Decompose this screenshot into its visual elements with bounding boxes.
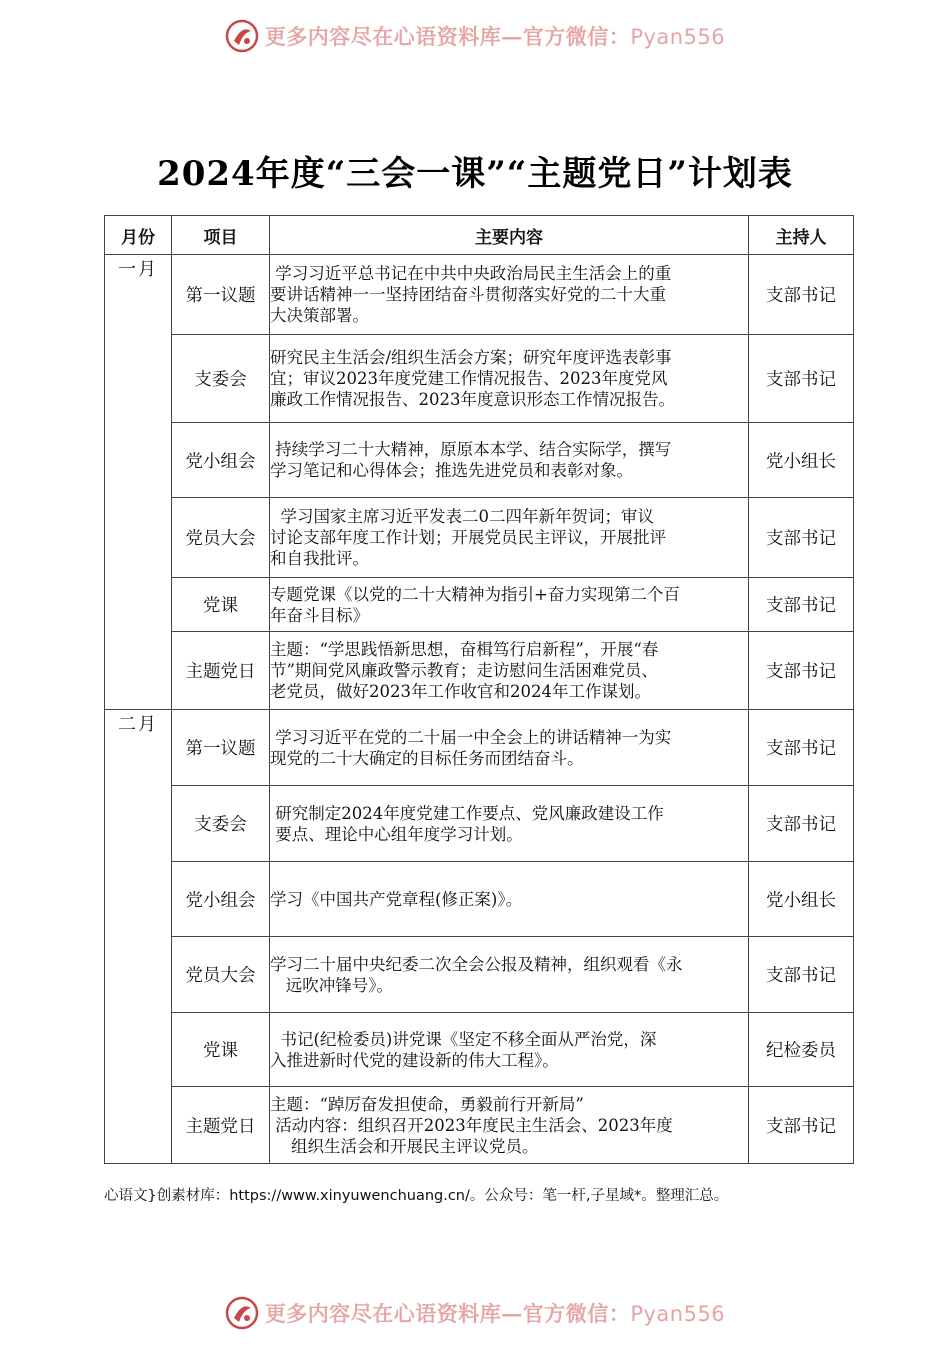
content-line: 节”期间党风廉政警示教育；走访慰问生活困难党员、	[270, 661, 658, 680]
table-row	[105, 335, 854, 423]
content-line: 现党的二十大确定的目标任务而团结奋斗。	[270, 748, 584, 768]
item-cell: 党小组会	[172, 862, 270, 937]
header-host: 主持人	[749, 216, 854, 255]
content-line: 远吹冲锋号》。	[270, 975, 393, 995]
table-row	[105, 710, 854, 786]
content-cell	[270, 710, 749, 786]
content-cell	[270, 578, 749, 632]
content-line: 主题：“学思践悟新思想，奋楫笃行启新程”，开展“春	[270, 640, 659, 659]
content-line: 研究民主生活会/组织生活会方案；研究年度评选表彰事	[270, 348, 672, 367]
content-cell	[270, 255, 749, 335]
content-line: 老党员，做好2023年工作收官和2024年工作谋划。	[270, 682, 651, 701]
header-watermark	[0, 16, 950, 56]
host-cell: 支部书记	[749, 498, 854, 578]
content-line: 学习二十届中央纪委二次全会公报及精神，组织观看《永	[270, 954, 683, 974]
content-line: 要讲话精神一一坚持团结奋斗贯彻落实好党的二十大重	[270, 285, 666, 304]
month-cell: 一月	[105, 255, 172, 710]
content-line: 研究制定2024年度党建工作要点、党风廉政建设工作	[270, 803, 664, 823]
content-line: 宜；审议2023年度党建工作情况报告、2023年度党风	[270, 369, 668, 388]
item-cell: 党课	[172, 1013, 270, 1087]
content-cell	[270, 423, 749, 498]
header-item: 项目	[172, 216, 270, 255]
header-month: 月份	[105, 216, 172, 255]
host-cell: 支部书记	[749, 937, 854, 1013]
item-cell: 第一议题	[172, 255, 270, 335]
table-row	[105, 255, 854, 335]
content-line: 主题：“踔厉奋发担使命，勇毅前行开新局”	[270, 1094, 584, 1114]
table-row	[105, 937, 854, 1013]
content-line: 书记(纪检委员)讲党课《坚定不移全面从严治党，深	[270, 1029, 657, 1049]
host-cell: 支部书记	[749, 255, 854, 335]
content-line: 持续学习二十大精神，原原本本学、结合实际学，撰写	[270, 440, 672, 459]
content-line: 活动内容：组织召开2023年度民主生活会、2023年度	[270, 1115, 673, 1135]
page-title: 2024年度“三会一课”“主题党日”计划表	[157, 154, 793, 194]
host-cell: 党小组长	[749, 423, 854, 498]
content-line: 学习国家主席习近平发表二0二四年新年贺词；审议	[270, 507, 654, 526]
host-cell: 党小组长	[749, 862, 854, 937]
plan-table	[104, 215, 854, 1164]
content-line: 廉政工作情况报告、2023年度意识形态工作情况报告。	[270, 390, 675, 409]
item-cell: 党员大会	[172, 937, 270, 1013]
item-cell: 主题党日	[172, 1087, 270, 1164]
content-cell	[270, 632, 749, 710]
item-cell: 第一议题	[172, 710, 270, 786]
content-cell	[270, 862, 749, 937]
host-cell: 支部书记	[749, 710, 854, 786]
host-cell: 支部书记	[749, 786, 854, 862]
host-cell: 支部书记	[749, 335, 854, 423]
footer-watermark	[0, 1293, 950, 1333]
header-content: 主要内容	[270, 216, 749, 255]
table-row	[105, 423, 854, 498]
content-cell	[270, 335, 749, 423]
table-row	[105, 632, 854, 710]
table-header-row	[105, 216, 854, 255]
item-cell: 主题党日	[172, 632, 270, 710]
content-line: 年奋斗目标》	[270, 605, 369, 625]
content-line: 讨论支部年度工作计划；开展党员民主评议，开展批评	[270, 528, 666, 547]
content-line: 和自我批评。	[270, 549, 369, 568]
table-row	[105, 1087, 854, 1164]
content-line: 专题党课《以党的二十大精神为指引+奋力实现第二个百	[270, 584, 680, 604]
content-cell	[270, 786, 749, 862]
content-cell	[270, 937, 749, 1013]
logo-icon	[225, 19, 259, 53]
logo-icon	[225, 1296, 259, 1330]
content-line: 学习习近平总书记在中共中央政治局民主生活会上的重	[270, 264, 672, 283]
table-row	[105, 862, 854, 937]
content-line: 组织生活会和开展民主评议党员。	[270, 1136, 539, 1156]
host-cell: 纪检委员	[749, 1013, 854, 1087]
host-cell: 支部书记	[749, 1087, 854, 1164]
table-row	[105, 498, 854, 578]
item-cell: 党小组会	[172, 423, 270, 498]
content-cell	[270, 498, 749, 578]
host-cell: 支部书记	[749, 578, 854, 632]
table-row	[105, 578, 854, 632]
month-cell: 二月	[105, 710, 172, 1164]
content-cell	[270, 1087, 749, 1164]
host-cell: 支部书记	[749, 632, 854, 710]
content-line: 要点、理论中心组年度学习计划。	[270, 824, 523, 844]
banner-text: 更多内容尽在心语资料库—官方微信：Pyan556	[264, 24, 726, 49]
footer-note: 心语文}创素材库：https://www.xinyuwenchuang.cn/。公众号：笔一杆,子星域*。整理汇总。	[104, 1188, 729, 1204]
item-cell: 党课	[172, 578, 270, 632]
content-line: 学习笔记和心得体会；推选先进党员和表彰对象。	[270, 461, 633, 480]
table-row	[105, 1013, 854, 1087]
content-line: 大决策部署。	[270, 306, 369, 325]
item-cell: 支委会	[172, 786, 270, 862]
content-cell	[270, 1013, 749, 1087]
item-cell: 党员大会	[172, 498, 270, 578]
content-line: 学习习近平在党的二十届一中全会上的讲话精神一为实	[270, 727, 672, 747]
banner-text: 更多内容尽在心语资料库—官方微信：Pyan556	[264, 1301, 726, 1326]
content-line: 学习《中国共产党章程(修正案)》。	[270, 889, 523, 909]
table-row	[105, 786, 854, 862]
item-cell: 支委会	[172, 335, 270, 423]
content-line: 入推进新时代党的建设新的伟大工程》。	[270, 1050, 559, 1070]
